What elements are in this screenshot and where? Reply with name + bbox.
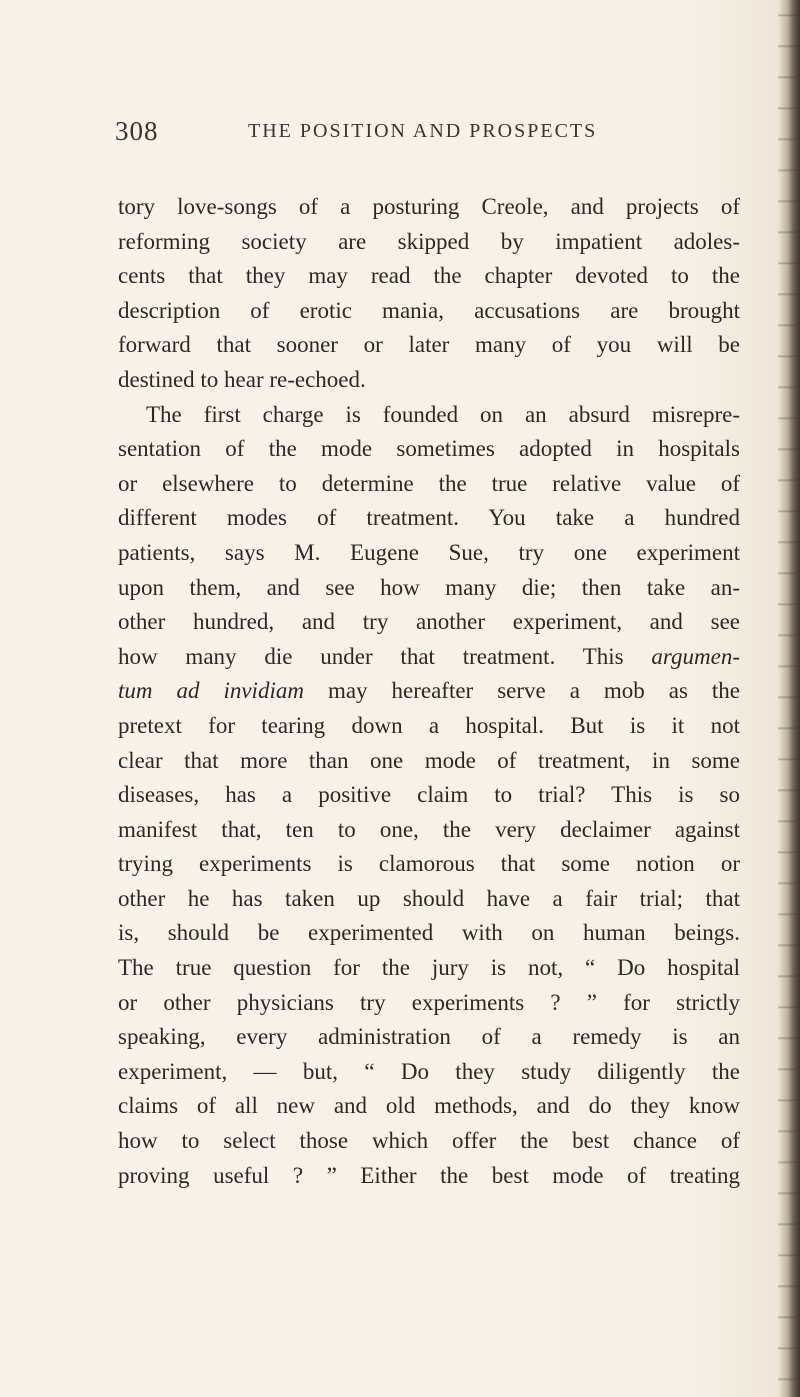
- text-line: [118, 916, 740, 951]
- text-line: [118, 467, 740, 502]
- body-text: [118, 190, 740, 1193]
- line-text: patients, says M. Eugene Sue, try one experiment: [118, 539, 740, 565]
- text-line: [118, 951, 740, 986]
- line-text: different modes of treatment. You take a hundred: [118, 505, 740, 531]
- text-line: [118, 536, 740, 571]
- line-text: sentation of the mode sometimes adopted in hospitals: [118, 436, 740, 462]
- text-line: [118, 1089, 740, 1124]
- line-text: reforming society are skipped by impatient adoles-: [118, 228, 740, 254]
- line-text: may hereafter serve a mob as the: [327, 678, 740, 704]
- line-text: upon them, and see how many die; then take an-: [118, 574, 740, 600]
- line-text: other he has taken up should have a fair trial; that: [118, 885, 740, 911]
- line-text: other hundred, and try another experiment, and see: [118, 609, 740, 635]
- line-text: description of erotic mania, accusations are brought: [118, 297, 740, 323]
- text-line: [118, 674, 740, 709]
- italic-phrase: argumen-: [651, 643, 740, 669]
- line-text: diseases, has a positive claim to trial? This is so: [118, 782, 740, 808]
- text-line: [118, 363, 740, 398]
- page-edge-stack: [778, 0, 800, 1397]
- text-line: [118, 432, 740, 467]
- text-line: [118, 501, 740, 536]
- running-head: THE POSITION AND PROSPECTS: [248, 120, 598, 142]
- line-text: is, should be experimented with on human beings.: [118, 920, 740, 946]
- text-line: [118, 882, 740, 917]
- line-text: destined to hear re-echoed.: [118, 366, 366, 392]
- line-text: pretext for tearing down a hospital. But is it not: [118, 712, 740, 738]
- page-header: [0, 116, 800, 152]
- text-line: [118, 1159, 740, 1194]
- text-line: [118, 259, 740, 294]
- text-line: [118, 744, 740, 779]
- line-text: tory love-songs of a posturing Creole, and projects of: [118, 194, 740, 219]
- text-line: [118, 571, 740, 606]
- text-line: [118, 1055, 740, 1090]
- text-line: [118, 190, 740, 225]
- text-line: [118, 225, 740, 260]
- text-line: [118, 778, 740, 813]
- line-text: trying experiments is clamorous that some notion or: [118, 851, 740, 877]
- text-line: [118, 1124, 740, 1159]
- line-text: The first charge is founded on an absurd misrepre-: [146, 401, 740, 427]
- text-line: [118, 847, 740, 882]
- text-line: [118, 1020, 740, 1055]
- line-text: speaking, every administration of a remedy is an: [118, 1024, 740, 1050]
- line-text: how to select those which offer the best chance of: [118, 1128, 740, 1154]
- text-line: [118, 294, 740, 329]
- text-line: [118, 398, 740, 433]
- line-text: claims of all new and old methods, and do they know: [118, 1093, 740, 1119]
- line-text: or elsewhere to determine the true relative value of: [118, 470, 740, 496]
- text-line: [118, 709, 740, 744]
- text-line: [118, 640, 740, 675]
- line-text: or other physicians try experiments ? ” for strictly: [118, 989, 740, 1015]
- text-line: [118, 813, 740, 848]
- line-text: manifest that, ten to one, the very declaimer against: [118, 816, 740, 842]
- line-text: clear that more than one mode of treatment, in some: [118, 747, 740, 773]
- line-text: forward that sooner or later many of you will be: [118, 332, 740, 358]
- italic-phrase: tum ad invidiam: [118, 678, 304, 704]
- line-text: how many die under that treatment. This: [118, 643, 624, 669]
- text-line: [118, 605, 740, 640]
- line-text: proving useful ? ” Either the best mode of treating: [118, 1162, 740, 1188]
- line-text: The true question for the jury is not, “ Do hospital: [118, 955, 740, 981]
- text-line: [118, 986, 740, 1021]
- line-text: experiment, — but, “ Do they study diligently the: [118, 1058, 740, 1084]
- text-line: [118, 328, 740, 363]
- line-text: cents that they may read the chapter devoted to the: [118, 263, 740, 289]
- page-number: 308: [115, 116, 159, 146]
